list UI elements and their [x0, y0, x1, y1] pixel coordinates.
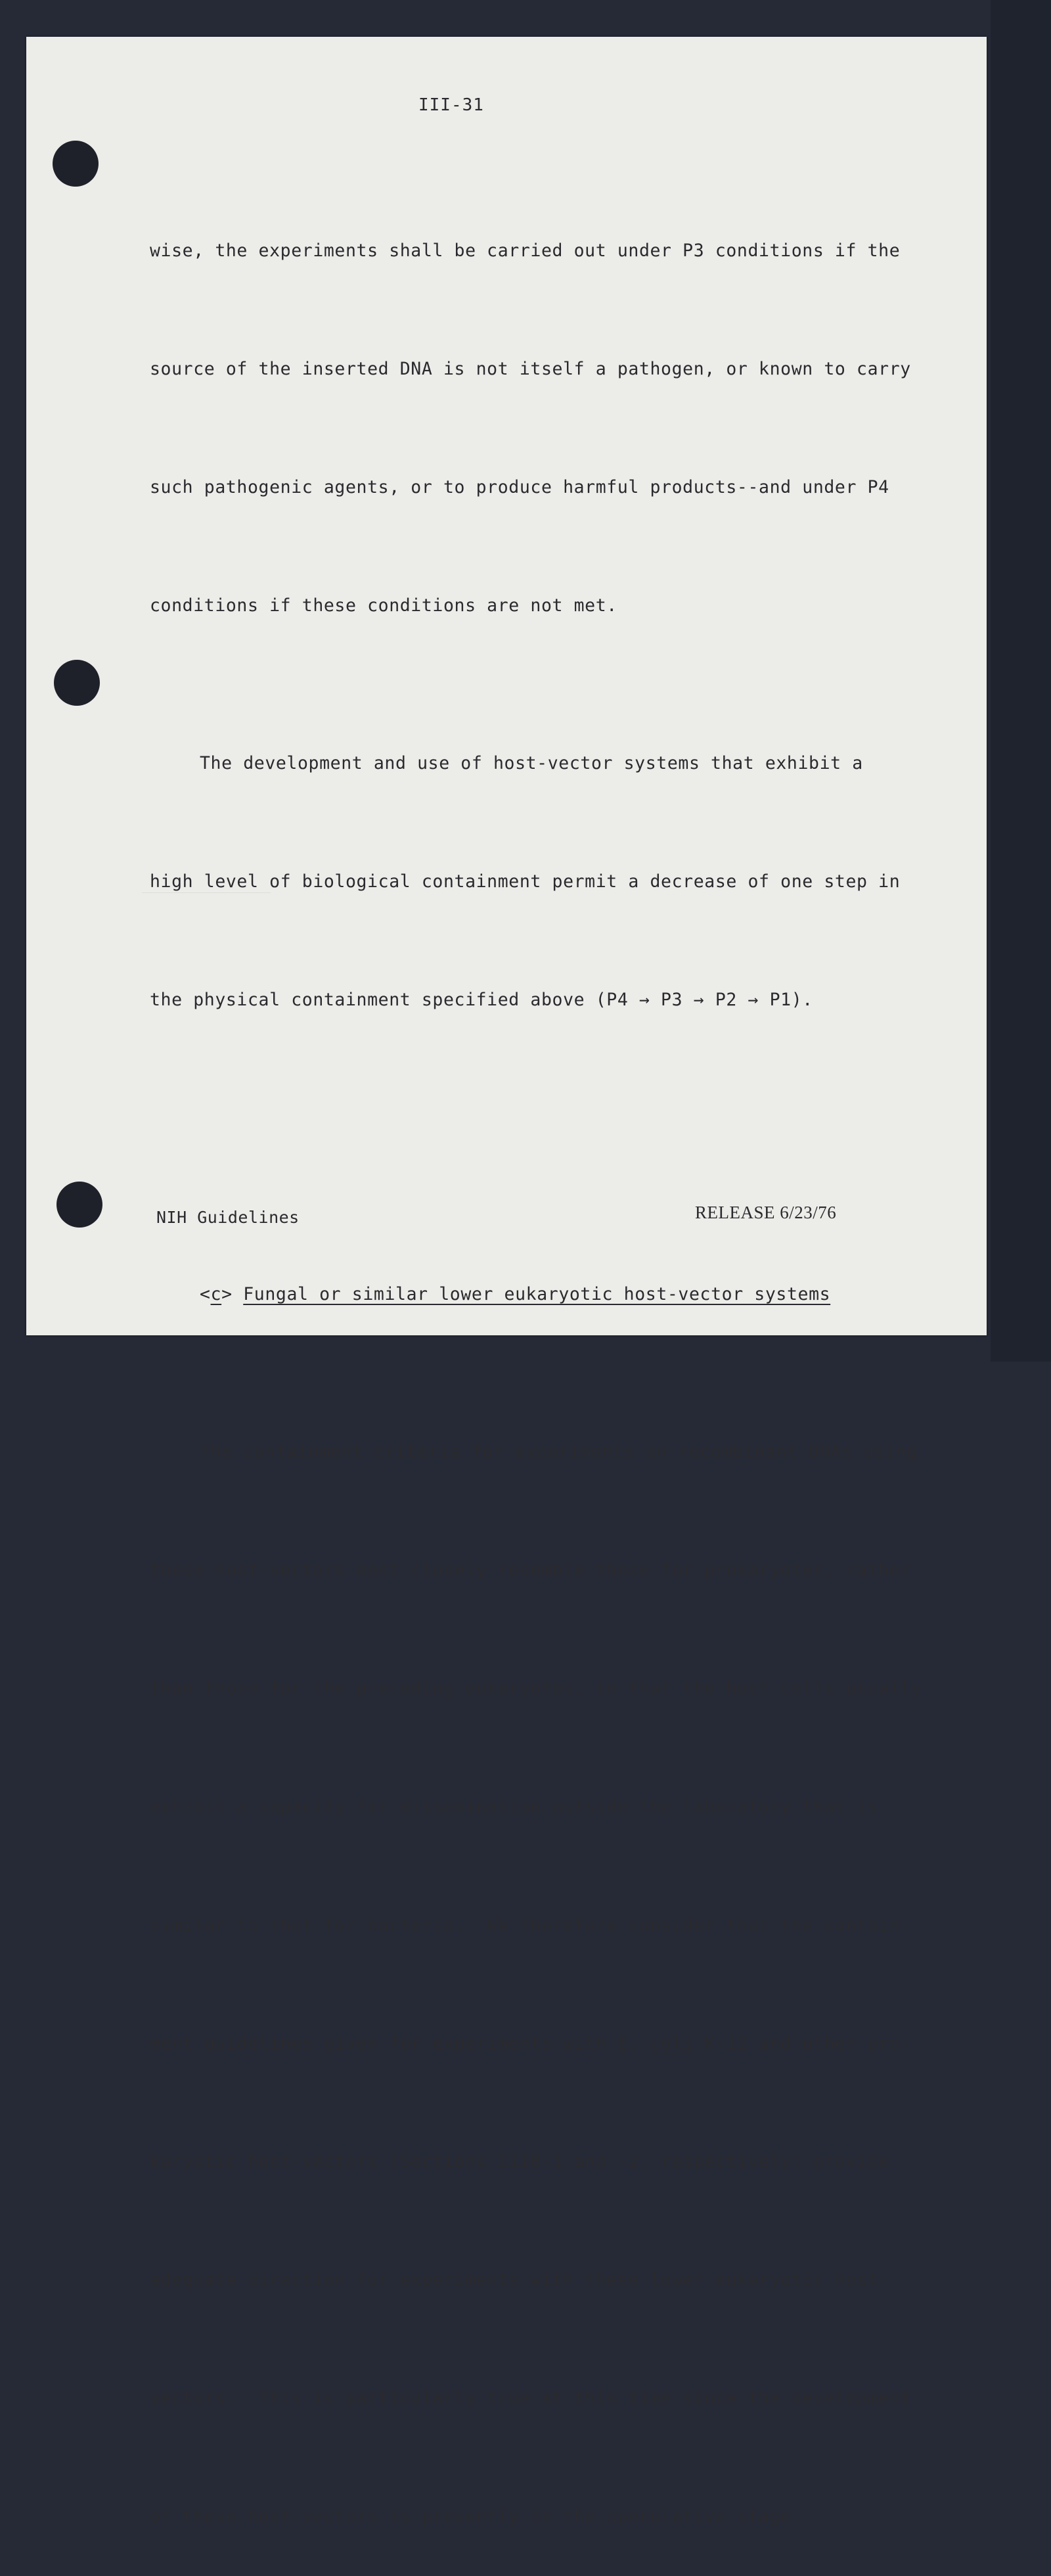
paragraph-1-line: source of the inserted DNA is not itself a pathogen, or known to carry: [150, 359, 911, 379]
paragraph-3-line: exhibit a capacity for dissemination outside the laboratory that is: [150, 1797, 879, 1817]
paragraph-1-line: wise, the experiments shall be carried out under P3 conditions if the: [150, 241, 901, 261]
footer-release: RELEASE 6/23/76: [695, 1203, 837, 1222]
paragraph-3-line: The containment criteria for experiments on recombinant DNAs using: [200, 1442, 918, 1462]
footer-title: NIH Guidelines: [156, 1208, 300, 1227]
paragraph-1-line: conditions if these conditions are not met.: [150, 595, 617, 616]
paragraph-3-line: similar to that for bacteria. We therefore consider that the contain-: [150, 1915, 911, 1935]
line-text: ment guidelines given for experiments with: [150, 2033, 617, 2054]
faint-rule: [142, 892, 271, 893]
punch-hole-top: [53, 141, 99, 187]
spacer: [150, 1138, 872, 1157]
punch-hole-bottom: [56, 1182, 102, 1228]
scan-background: [991, 0, 1051, 1362]
paragraph-3-line: of these host-vectors is presently in the speculative stage.: [150, 2506, 803, 2527]
section-marker-letter: c: [210, 1284, 222, 1304]
section-marker-close: >: [221, 1284, 233, 1304]
paragraph-2-line: The development and use of host-vector systems that exhibit a: [200, 753, 863, 773]
paragraph-3-line: karyotic host-vectors (Sections IIIB-1 and -2, respectively) provide: [150, 2151, 889, 2172]
species-name: coli: [650, 2033, 694, 2054]
paragraph-3-line-ecoli: [150, 2024, 911, 2063]
line-text: .: [628, 2033, 650, 2054]
paragraph-3-line: these host-vectors most closely resemble those for prokaryotes, rather: [150, 1560, 911, 1580]
line-text: K-12 and other pro-: [693, 2033, 911, 2054]
punch-hole-middle: [54, 660, 100, 706]
section-heading: [150, 1275, 872, 1314]
paragraph-3-line: than those for the preceding eukaryotes, in that the host cells usually: [150, 1678, 922, 1699]
paragraph-3-line: adequate direction for experiments with these lower eukaryotic host-: [150, 2270, 889, 2290]
page-number: III-31: [418, 95, 484, 115]
document-body: [150, 152, 922, 2576]
section-title: Fungal or similar lower eukaryotic host-vector systems: [243, 1284, 831, 1304]
paragraph-3-line: vectors. This is particularly true at this time since the development: [150, 2388, 911, 2408]
section-marker-open: <: [200, 1284, 211, 1304]
paragraph-1-line: such pathogenic agents, or to produce harmful products--and under P4: [150, 477, 889, 497]
paragraph-2-line: the physical containment specified above (P4 → P3 → P2 → P1).: [150, 990, 813, 1010]
genus-abbrev: E: [617, 2033, 629, 2054]
paragraph-2-line: high level of biological containment permit a decrease of one step in: [150, 871, 901, 892]
